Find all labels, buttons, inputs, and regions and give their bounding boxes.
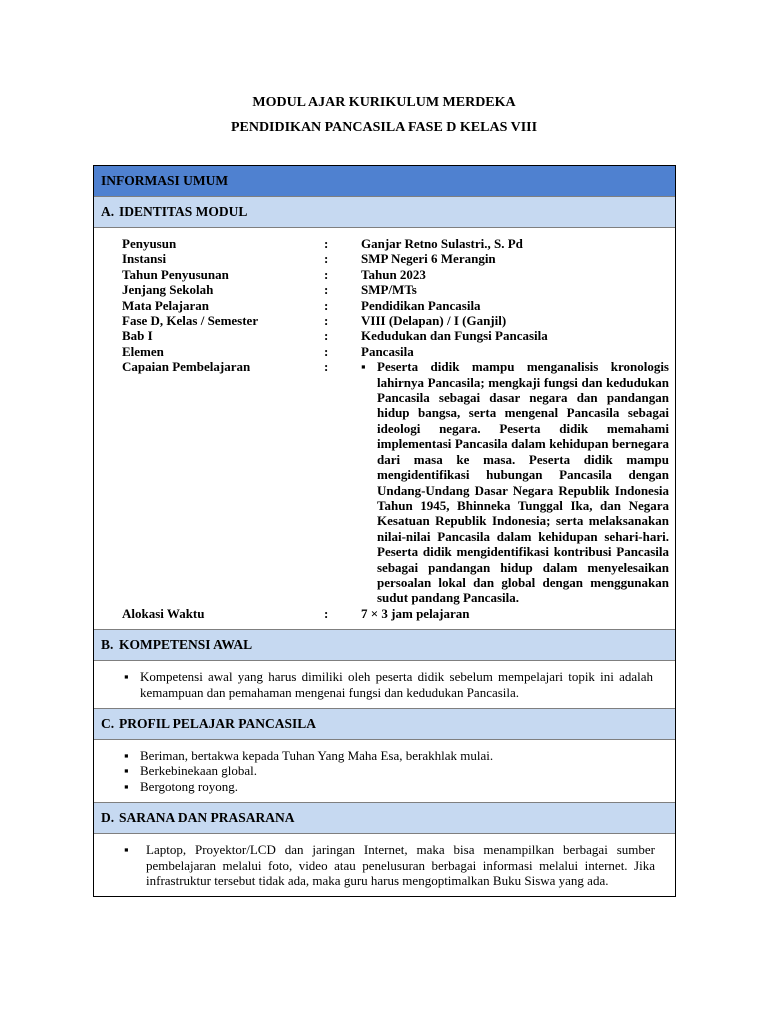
sarana-prasarana-section bbox=[94, 834, 675, 896]
identity-key: Fase D, Kelas / Semester bbox=[122, 313, 259, 329]
list-item-text: Kompetensi awal yang harus dimiliki oleh peserta didik sebelum mempelajari topik ini adalah kemampuan dan pemahaman mengenai fungsi dan kedudukan Pancasila. bbox=[140, 669, 653, 700]
identity-value: Tahun 2023 bbox=[361, 266, 426, 282]
list-item-text: Laptop, Proyektor/LCD dan jaringan Internet, maka bisa menampilkan berbagai sumber pembelajaran melalui foto, video atau penelusuran berbagai informasi melalui internet. Jika infrastruktur tersebut tidak ada, maka guru harus mengoptimalkan Buku Siswa yang ada. bbox=[146, 842, 655, 888]
identity-colon: : bbox=[324, 343, 329, 359]
identity-colon: : bbox=[324, 266, 329, 282]
identity-row bbox=[122, 313, 675, 328]
section-d-title: SARANA DAN PRASARANA bbox=[119, 810, 295, 826]
square-bullet-icon: ▪ bbox=[124, 778, 129, 794]
identity-key: Mata Pelajaran bbox=[122, 297, 210, 313]
section-b-header bbox=[94, 630, 675, 661]
square-bullet-icon: ▪ bbox=[361, 359, 366, 375]
alokasi-waktu-row bbox=[122, 606, 675, 621]
section-c-header bbox=[94, 709, 675, 740]
identity-row bbox=[122, 236, 675, 251]
identity-row bbox=[122, 328, 675, 343]
alokasi-value: 7 × 3 jam pelajaran bbox=[361, 605, 470, 621]
section-a-header bbox=[94, 197, 675, 228]
section-b-letter: B. bbox=[101, 637, 114, 653]
identity-colon: : bbox=[324, 251, 329, 267]
identity-colon: : bbox=[324, 282, 329, 298]
section-c-letter: C. bbox=[101, 715, 115, 731]
list-item bbox=[124, 779, 653, 794]
identity-colon: : bbox=[324, 313, 329, 329]
identity-key: Jenjang Sekolah bbox=[122, 282, 214, 298]
square-bullet-icon: ▪ bbox=[124, 669, 129, 685]
identity-row bbox=[122, 344, 675, 359]
identity-value: SMP/MTs bbox=[361, 282, 417, 298]
capaian-text: Peserta didik mampu menganalisis kronologis lahirnya Pancasila; mengkaji fungsi dan kedudukan Pancasila sebagai dasar negara dan pandangan hidup bangsa, serta mengenal Pancasila sebagai ideologi negara. Peserta didik memahami implementasi Pancasila dalam kehidupan bernegara dari masa ke masa. Peserta didik mampu mengidentifikasi hubungan Pancasila dengan Undang-Undang Dasar Negara Republik Indonesia Tahun 1945, Bhinneka Tunggal Ika, dan Negara Kesatuan Republik Indonesia; serta melaksanakan nilai-nilai Pancasila dalam kehidupan sehari-hari. Peserta didik mengidentifikasi kontribusi Pancasila sebagai pandangan hidup dalam menyelesaikan persoalan lokal dan global dengan menggunakan sudut pandang Pancasila. bbox=[377, 359, 669, 606]
list-item-text: Berkebinekaan global. bbox=[140, 763, 257, 779]
identity-row bbox=[122, 267, 675, 282]
square-bullet-icon: ▪ bbox=[124, 842, 129, 858]
informasi-umum-label: INFORMASI UMUM bbox=[101, 173, 229, 188]
kompetensi-awal-section bbox=[94, 661, 675, 709]
module-info-table bbox=[93, 165, 676, 897]
alokasi-key: Alokasi Waktu bbox=[122, 605, 205, 621]
list-item bbox=[124, 669, 653, 700]
capaian-colon: : bbox=[324, 359, 329, 375]
capaian-key: Capaian Pembelajaran bbox=[122, 359, 251, 375]
document-subtitle: PENDIDIKAN PANCASILA FASE D KELAS VIII bbox=[230, 120, 538, 135]
list-item bbox=[124, 748, 653, 763]
list-item bbox=[124, 842, 655, 888]
identity-key: Bab I bbox=[122, 328, 153, 344]
identity-key: Elemen bbox=[122, 343, 164, 359]
identity-value: VIII (Delapan) / I (Ganjil) bbox=[361, 313, 507, 329]
identity-key: Instansi bbox=[122, 251, 167, 267]
identity-colon: : bbox=[324, 236, 329, 251]
profil-pelajar-section bbox=[94, 740, 675, 803]
alokasi-colon: : bbox=[324, 605, 329, 621]
identitas-modul-section bbox=[94, 228, 675, 630]
section-a-letter: A. bbox=[101, 204, 115, 219]
identity-colon: : bbox=[324, 297, 329, 313]
list-item bbox=[124, 763, 653, 778]
identity-row bbox=[122, 298, 675, 313]
square-bullet-icon: ▪ bbox=[124, 763, 129, 779]
section-d-header bbox=[94, 803, 675, 834]
section-d-letter: D. bbox=[101, 810, 115, 826]
identity-key: Tahun Penyusunan bbox=[122, 266, 229, 282]
identity-colon: : bbox=[324, 328, 329, 344]
section-c-title: PROFIL PELAJAR PANCASILA bbox=[119, 715, 317, 731]
section-b-title: KOMPETENSI AWAL bbox=[119, 637, 253, 653]
identity-value: Kedudukan dan Fungsi Pancasila bbox=[361, 328, 548, 344]
identity-row bbox=[122, 282, 675, 297]
identity-row bbox=[122, 251, 675, 266]
capaian-pembelajaran-row bbox=[122, 359, 675, 606]
identity-value: Pancasila bbox=[361, 343, 414, 359]
document-title: MODUL AJAR KURIKULUM MERDEKA bbox=[252, 95, 516, 110]
list-item-text: Bergotong royong. bbox=[140, 778, 238, 794]
informasi-umum-header bbox=[94, 166, 675, 197]
section-a-title: IDENTITAS MODUL bbox=[119, 204, 248, 219]
identity-value: SMP Negeri 6 Merangin bbox=[361, 251, 496, 267]
square-bullet-icon: ▪ bbox=[124, 747, 129, 763]
identity-value: Pendidikan Pancasila bbox=[361, 297, 481, 313]
list-item-text: Beriman, bertakwa kepada Tuhan Yang Maha Esa, berakhlak mulai. bbox=[140, 747, 494, 763]
identity-key: Penyusun bbox=[122, 236, 177, 251]
identity-value: Ganjar Retno Sulastri., S. Pd bbox=[361, 236, 523, 251]
